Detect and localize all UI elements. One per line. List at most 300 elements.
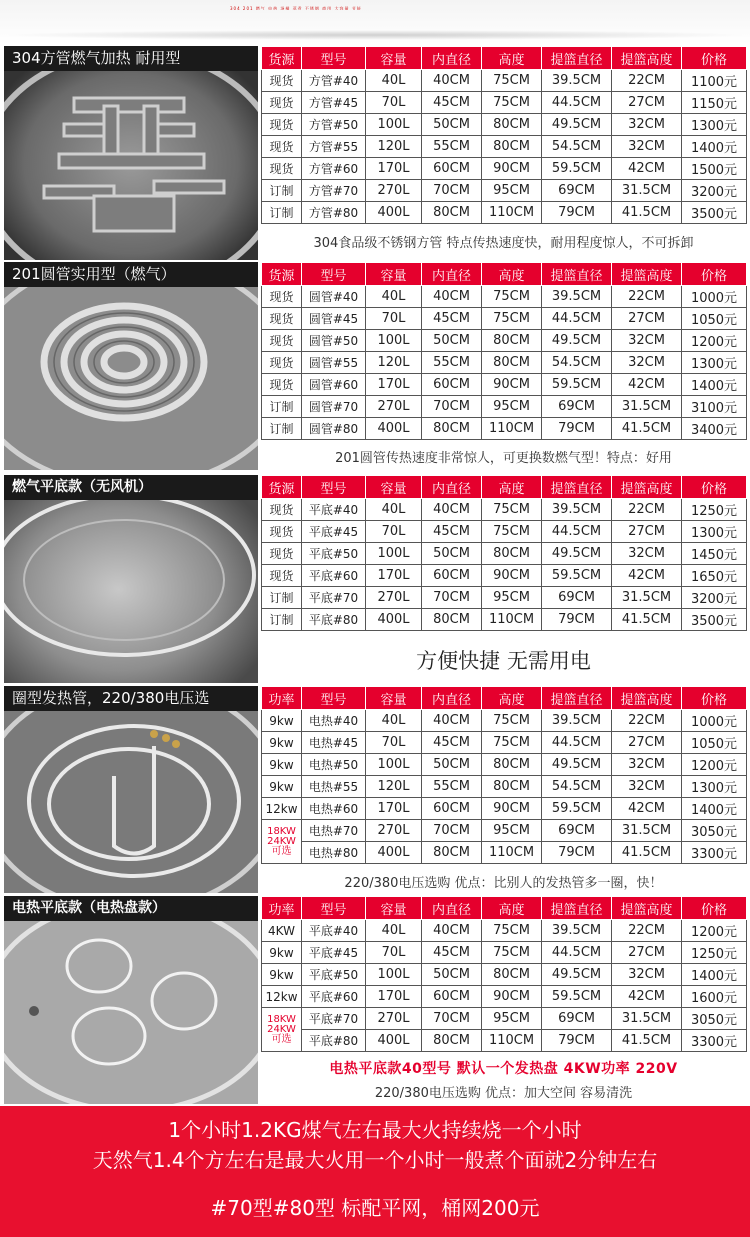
col-header: 价格 [682, 47, 747, 70]
spec-table-304 [261, 46, 747, 224]
table-cell: 3300元 [682, 842, 747, 864]
section-gas-flat [4, 475, 746, 683]
heating-plate-illustration [4, 896, 258, 1104]
col-header: 型号 [302, 476, 366, 499]
col-header: 功率 [262, 897, 302, 920]
table-cell: 方管#70 [302, 180, 366, 202]
table-cell: 现货 [262, 136, 302, 158]
table-cell: 42CM [612, 986, 682, 1008]
table-cell: 95CM [482, 396, 542, 418]
table-cell: 75CM [482, 521, 542, 543]
col-header: 提篮高度 [612, 687, 682, 710]
table-cell: 12kw [262, 798, 302, 820]
table-cell: 1150元 [682, 92, 747, 114]
table-cell: 40L [366, 286, 422, 308]
table-row [262, 587, 747, 609]
table-cell: 100L [366, 114, 422, 136]
table-cell: 1200元 [682, 754, 747, 776]
table-cell: 95CM [482, 180, 542, 202]
table-cell: 圆管#50 [302, 330, 366, 352]
table-cell: 41.5CM [612, 842, 682, 864]
table-cell: 31.5CM [612, 587, 682, 609]
table-cell: 120L [366, 352, 422, 374]
col-header: 高度 [482, 263, 542, 286]
table-cell: 170L [366, 565, 422, 587]
table-cell: 90CM [482, 158, 542, 180]
table-cell: 平底#70 [302, 1008, 366, 1030]
table-cell: 44.5CM [542, 92, 612, 114]
table-cell: 120L [366, 136, 422, 158]
table-cell: 方管#45 [302, 92, 366, 114]
table-cell: 42CM [612, 565, 682, 587]
top-strip [0, 0, 750, 44]
section-note: 220/380电压选购 优点：比别人的发热管多一圈，快！ [344, 876, 663, 891]
table-cell: 1400元 [682, 136, 747, 158]
col-header: 型号 [302, 47, 366, 70]
table-cell: 40L [366, 920, 422, 942]
table-cell: 44.5CM [542, 942, 612, 964]
table-cell: 32CM [612, 964, 682, 986]
table-row [262, 374, 747, 396]
table-row [262, 754, 747, 776]
table-cell: 75CM [482, 920, 542, 942]
col-header: 高度 [482, 687, 542, 710]
table-cell: 70L [366, 732, 422, 754]
table-cell: 方管#40 [302, 70, 366, 92]
table-cell: 3300元 [682, 1030, 747, 1052]
table-cell: 80CM [482, 136, 542, 158]
table-cell: 69CM [542, 1008, 612, 1030]
col-header: 型号 [302, 687, 366, 710]
table-header-row [262, 476, 747, 499]
table-cell: 订制 [262, 180, 302, 202]
table-cell: 1300元 [682, 776, 747, 798]
table-cell: 电热#60 [302, 798, 366, 820]
table-cell: 3200元 [682, 180, 747, 202]
table-cell: 3500元 [682, 609, 747, 631]
table-cell: 80CM [482, 114, 542, 136]
section-note: 方便快捷 无需用电 [416, 649, 591, 673]
table-cell: 1000元 [682, 710, 747, 732]
table-row [262, 70, 747, 92]
table-cell: 100L [366, 543, 422, 565]
table-cell: 54.5CM [542, 136, 612, 158]
square-tube-illustration [4, 46, 258, 260]
table-cell: 400L [366, 1030, 422, 1052]
col-header: 型号 [302, 263, 366, 286]
table-cell: 32CM [612, 352, 682, 374]
col-header: 价格 [682, 476, 747, 499]
table-cell: 49.5CM [542, 330, 612, 352]
table-cell: 42CM [612, 374, 682, 396]
table-cell: 44.5CM [542, 521, 612, 543]
table-cell: 79CM [542, 1030, 612, 1052]
table-cell: 平底#45 [302, 521, 366, 543]
table-row [262, 114, 747, 136]
table-cell: 45CM [422, 732, 482, 754]
table-cell: 39.5CM [542, 710, 612, 732]
col-header: 内直径 [422, 897, 482, 920]
table-cell: 27CM [612, 732, 682, 754]
table-cell: 现货 [262, 286, 302, 308]
table-cell: 80CM [482, 543, 542, 565]
table-cell: 现货 [262, 308, 302, 330]
table-cell: 圆管#55 [302, 352, 366, 374]
table-cell: 110CM [482, 609, 542, 631]
table-cell: 80CM [422, 609, 482, 631]
table-cell: 9kw [262, 732, 302, 754]
table-cell: 27CM [612, 521, 682, 543]
table-cell: 70CM [422, 1008, 482, 1030]
section-note: 220/380电压选购 优点：加大空间 容易清洗 [374, 1086, 633, 1101]
table-cell: 50CM [422, 754, 482, 776]
table-body [262, 499, 747, 631]
table-cell: 方管#80 [302, 202, 366, 224]
table-cell: 40L [366, 499, 422, 521]
col-header: 容量 [366, 687, 422, 710]
photo-electric-flat [4, 896, 258, 1104]
table-cell: 90CM [482, 798, 542, 820]
table-cell: 50CM [422, 330, 482, 352]
table-cell: 22CM [612, 499, 682, 521]
table-cell: 9kw [262, 710, 302, 732]
table-cell: 40CM [422, 920, 482, 942]
table-cell: 40CM [422, 499, 482, 521]
table-cell: 现货 [262, 114, 302, 136]
table-cell: 170L [366, 798, 422, 820]
col-header: 价格 [682, 687, 747, 710]
table-row [262, 920, 747, 942]
table-cell: 80CM [422, 842, 482, 864]
table-row [262, 776, 747, 798]
table-cell: 59.5CM [542, 798, 612, 820]
table-cell: 70CM [422, 587, 482, 609]
table-row [262, 732, 747, 754]
table-header-row [262, 47, 747, 70]
table-cell: 170L [366, 158, 422, 180]
table-cell: 39.5CM [542, 286, 612, 308]
table-row [262, 308, 747, 330]
table-cell: 现货 [262, 92, 302, 114]
table-cell: 1650元 [682, 565, 747, 587]
flat-bottom-illustration [4, 475, 258, 683]
col-header: 提篮直径 [542, 687, 612, 710]
table-cell: 45CM [422, 942, 482, 964]
table-cell: 270L [366, 820, 422, 842]
table-row [262, 180, 747, 202]
table-cell: 40L [366, 70, 422, 92]
table-row [262, 521, 747, 543]
col-header: 型号 [302, 897, 366, 920]
table-cell: 1200元 [682, 920, 747, 942]
table-cell: 9kw [262, 964, 302, 986]
table-cell: 95CM [482, 820, 542, 842]
table-cell: 100L [366, 754, 422, 776]
table-cell: 110CM [482, 202, 542, 224]
col-header: 提篮高度 [612, 897, 682, 920]
table-row [262, 352, 747, 374]
table-cell: 45CM [422, 308, 482, 330]
table-cell: 22CM [612, 286, 682, 308]
table-cell: 40CM [422, 286, 482, 308]
power-merged-cell: 18KW 24KW 可选 [262, 820, 302, 864]
table-cell: 订制 [262, 609, 302, 631]
table-cell: 90CM [482, 374, 542, 396]
table-cell: 75CM [482, 942, 542, 964]
table-cell: 49.5CM [542, 543, 612, 565]
table-cell: 现货 [262, 352, 302, 374]
table-cell: 31.5CM [612, 1008, 682, 1030]
table-cell: 270L [366, 587, 422, 609]
table-cell: 平底#70 [302, 587, 366, 609]
col-header: 内直径 [422, 687, 482, 710]
table-cell: 1050元 [682, 732, 747, 754]
table-cell: 54.5CM [542, 776, 612, 798]
table-cell: 1250元 [682, 499, 747, 521]
table-cell: 32CM [612, 543, 682, 565]
table-cell: 80CM [482, 330, 542, 352]
table-row [262, 964, 747, 986]
table-cell: 订制 [262, 587, 302, 609]
table-cell: 80CM [482, 964, 542, 986]
table-cell: 100L [366, 330, 422, 352]
table-cell: 41.5CM [612, 202, 682, 224]
table-cell: 31.5CM [612, 820, 682, 842]
table-cell: 40CM [422, 70, 482, 92]
section-label: 燃气平底款（无风机） [4, 475, 258, 500]
table-row [262, 499, 747, 521]
table-cell: 32CM [612, 136, 682, 158]
table-cell: 平底#45 [302, 942, 366, 964]
table-cell: 1400元 [682, 964, 747, 986]
table-cell: 32CM [612, 114, 682, 136]
table-cell: 59.5CM [542, 986, 612, 1008]
table-cell: 1000元 [682, 286, 747, 308]
table-body [262, 286, 747, 440]
table-cell: 圆管#70 [302, 396, 366, 418]
table-cell: 42CM [612, 798, 682, 820]
table-row [262, 418, 747, 440]
table-cell: 39.5CM [542, 499, 612, 521]
col-header: 提篮高度 [612, 47, 682, 70]
table-cell: 270L [366, 180, 422, 202]
spec-table-gas-flat [261, 475, 747, 631]
spec-table-201 [261, 262, 747, 440]
table-cell: 55CM [422, 352, 482, 374]
table-cell: 79CM [542, 418, 612, 440]
table-row [262, 136, 747, 158]
table-row [262, 202, 747, 224]
section-304-square-gas [4, 46, 746, 260]
table-cell: 平底#80 [302, 1030, 366, 1052]
table-cell: 69CM [542, 587, 612, 609]
table-cell: 90CM [482, 986, 542, 1008]
table-cell: 1600元 [682, 986, 747, 1008]
table-cell: 订制 [262, 418, 302, 440]
table-cell: 40L [366, 710, 422, 732]
section-note: 201圆管传热速度非常惊人，可更换数燃气型！特点：好用 [335, 451, 672, 466]
table-row [262, 396, 747, 418]
col-header: 内直径 [422, 476, 482, 499]
table-cell: 49.5CM [542, 754, 612, 776]
footer-banner [0, 1106, 750, 1237]
table-cell: 1300元 [682, 352, 747, 374]
col-header: 容量 [366, 897, 422, 920]
table-cell: 100L [366, 964, 422, 986]
photo-304-square-tube [4, 46, 258, 260]
table-row [262, 92, 747, 114]
section-note-red: 电热平底款40型号 默认一个发热盘 4KW功率 220V [329, 1061, 678, 1077]
table-cell: 75CM [482, 308, 542, 330]
table-cell: 90CM [482, 565, 542, 587]
table-cell: 12kw [262, 986, 302, 1008]
table-cell: 现货 [262, 158, 302, 180]
footer-line-1: 1个小时1.2KG煤气左右最大火持续烧一个小时 [168, 1118, 582, 1142]
table-cell: 订制 [262, 396, 302, 418]
table-cell: 70CM [422, 180, 482, 202]
table-cell: 400L [366, 842, 422, 864]
table-cell: 圆管#45 [302, 308, 366, 330]
table-cell: 79CM [542, 609, 612, 631]
section-note: 304食品级不锈钢方管 特点传热速度快，耐用程度惊人，不可拆卸 [313, 236, 694, 251]
table-body [262, 70, 747, 224]
table-body [262, 920, 747, 1052]
table-cell: 3400元 [682, 418, 747, 440]
table-cell: 1100元 [682, 70, 747, 92]
table-cell: 订制 [262, 202, 302, 224]
table-row [262, 565, 747, 587]
table-cell: 41.5CM [612, 418, 682, 440]
table-cell: 75CM [482, 70, 542, 92]
col-header: 提篮直径 [542, 47, 612, 70]
col-header: 货源 [262, 476, 302, 499]
table-row [262, 1008, 747, 1030]
top-shadow [0, 30, 750, 40]
table-cell: 现货 [262, 565, 302, 587]
table-cell: 3100元 [682, 396, 747, 418]
photo-201-round-tube [4, 262, 258, 470]
table-cell: 60CM [422, 565, 482, 587]
col-header: 提篮直径 [542, 263, 612, 286]
spec-table-electric-flat [261, 896, 747, 1052]
section-label: 圈型发热管，220/380电压选 [4, 686, 258, 711]
col-header: 高度 [482, 476, 542, 499]
section-label: 电热平底款（电热盘款） [4, 896, 258, 921]
table-cell: 170L [366, 374, 422, 396]
table-cell: 80CM [422, 1030, 482, 1052]
table-cell: 50CM [422, 114, 482, 136]
table-cell: 方管#60 [302, 158, 366, 180]
col-header: 内直径 [422, 47, 482, 70]
table-cell: 44.5CM [542, 308, 612, 330]
table-cell: 圆管#40 [302, 286, 366, 308]
table-cell: 方管#50 [302, 114, 366, 136]
table-cell: 平底#50 [302, 964, 366, 986]
col-header: 高度 [482, 897, 542, 920]
table-cell: 现货 [262, 70, 302, 92]
table-cell: 70L [366, 942, 422, 964]
table-cell: 75CM [482, 92, 542, 114]
table-cell: 平底#40 [302, 499, 366, 521]
table-cell: 400L [366, 418, 422, 440]
table-header-row [262, 263, 747, 286]
table-cell: 110CM [482, 842, 542, 864]
table-cell: 1250元 [682, 942, 747, 964]
table-cell: 75CM [482, 732, 542, 754]
table-cell: 圆管#60 [302, 374, 366, 396]
table-cell: 80CM [482, 352, 542, 374]
table-cell: 270L [366, 396, 422, 418]
table-cell: 70CM [422, 396, 482, 418]
table-header-row [262, 897, 747, 920]
table-row [262, 330, 747, 352]
table-cell: 32CM [612, 776, 682, 798]
table-cell: 1450元 [682, 543, 747, 565]
table-cell: 现货 [262, 521, 302, 543]
table-cell: 平底#60 [302, 986, 366, 1008]
col-header: 内直径 [422, 263, 482, 286]
table-cell: 70CM [422, 820, 482, 842]
table-cell: 1300元 [682, 521, 747, 543]
table-cell: 75CM [482, 499, 542, 521]
table-cell: 110CM [482, 1030, 542, 1052]
table-cell: 电热#45 [302, 732, 366, 754]
table-row [262, 609, 747, 631]
table-cell: 59.5CM [542, 158, 612, 180]
table-row [262, 710, 747, 732]
table-cell: 50CM [422, 543, 482, 565]
power-merged-cell: 18KW 24KW 可选 [262, 1008, 302, 1052]
table-cell: 电热#70 [302, 820, 366, 842]
table-cell: 75CM [482, 286, 542, 308]
table-cell: 95CM [482, 587, 542, 609]
table-cell: 45CM [422, 92, 482, 114]
table-body [262, 710, 747, 864]
col-header: 容量 [366, 263, 422, 286]
col-header: 容量 [366, 47, 422, 70]
col-header: 提篮高度 [612, 263, 682, 286]
table-cell: 42CM [612, 158, 682, 180]
table-cell: 400L [366, 202, 422, 224]
table-cell: 70L [366, 92, 422, 114]
table-row [262, 543, 747, 565]
table-cell: 22CM [612, 710, 682, 732]
table-cell: 95CM [482, 1008, 542, 1030]
table-cell: 170L [366, 986, 422, 1008]
table-row [262, 820, 747, 842]
table-cell: 44.5CM [542, 732, 612, 754]
col-header: 功率 [262, 687, 302, 710]
col-header: 高度 [482, 47, 542, 70]
table-row [262, 986, 747, 1008]
table-cell: 39.5CM [542, 70, 612, 92]
table-row [262, 842, 747, 864]
table-cell: 60CM [422, 986, 482, 1008]
table-cell: 69CM [542, 180, 612, 202]
table-cell: 1050元 [682, 308, 747, 330]
table-cell: 39.5CM [542, 920, 612, 942]
col-header: 货源 [262, 47, 302, 70]
table-cell: 27CM [612, 942, 682, 964]
table-row [262, 1030, 747, 1052]
table-cell: 32CM [612, 330, 682, 352]
table-cell: 60CM [422, 374, 482, 396]
table-cell: 60CM [422, 798, 482, 820]
table-cell: 22CM [612, 920, 682, 942]
table-cell: 现货 [262, 374, 302, 396]
table-row [262, 798, 747, 820]
table-cell: 270L [366, 1008, 422, 1030]
